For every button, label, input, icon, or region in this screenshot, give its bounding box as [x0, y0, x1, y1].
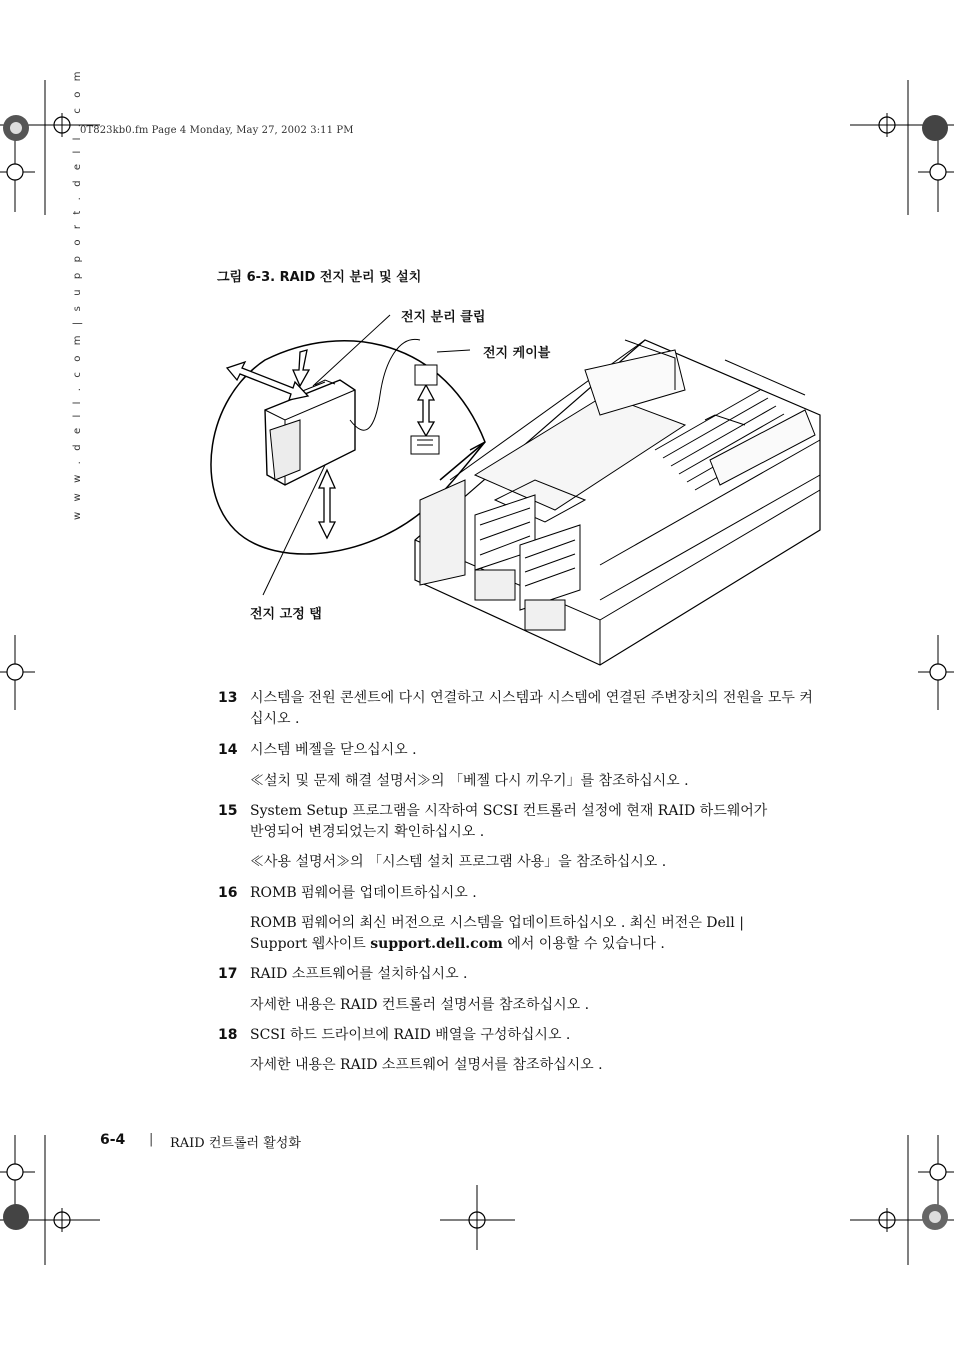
step-subtext: 자세한 내용은 RAID 컨트롤러 설명서를 참조하십시오 .: [250, 997, 590, 1013]
file-info-header: 0T823kb0.fm Page 4 Monday, May 27, 2002 3:11 PM: [80, 125, 354, 136]
label-battery-cable: 전지 케이블: [483, 346, 551, 361]
footer-section-title: RAID 컨트롤러 활성화: [170, 1136, 301, 1151]
step-text: 시스템을 전원 콘센트에 다시 연결하고 시스템과 시스템에 연결된 주변장치의 전원을 모두 켜십시오 .: [250, 690, 813, 727]
step-text: System Setup 프로그램을 시작하여 SCSI 컨트롤러 설정에 현재 RAID 하드웨어가 반영되어 변경되었는지 확인하십시오 .: [250, 803, 768, 840]
step-number: 15: [218, 803, 238, 819]
support-link[interactable]: support.dell.com: [370, 936, 503, 952]
step-number: 16: [218, 885, 238, 901]
step-number: 13: [218, 690, 238, 706]
step-subtext: ≪설치 및 문제 해결 설명서≫의 「베젤 다시 끼우기」를 참조하십시오 .: [250, 773, 689, 789]
server-chassis: [415, 340, 820, 665]
step-number: 18: [218, 1027, 238, 1043]
step-number: 14: [218, 742, 238, 758]
step-text: ROMB 펌웨어를 업데이트하십시오 .: [250, 885, 477, 901]
step-subtext-a: ROMB 펌웨어의 최신 버전으로 시스템을 업데이트하십시오 . 최신 버전은 Dell | Support 웹사이트: [250, 915, 744, 952]
step-subtext: 자세한 내용은 RAID 소프트웨어 설명서를 참조하십시오 .: [250, 1057, 603, 1073]
step-text: RAID 소프트웨어를 설치하십시오 .: [250, 966, 468, 982]
step-subtext: ≪사용 설명서≫의 「시스템 설치 프로그램 사용」을 참조하십시오 .: [250, 854, 667, 870]
label-retention-tab: 전지 고정 탭: [250, 607, 322, 622]
footer-separator: |: [149, 1132, 154, 1147]
figure-title: 그림 6-3. RAID 전지 분리 및 설치: [217, 270, 422, 285]
step-subtext: [250, 913, 795, 955]
label-release-clip: 전지 분리 클립: [401, 310, 486, 325]
page-number: 6-4: [100, 1132, 126, 1148]
side-url: w w w . d e l l . c o m | s u p p o r t . d e l l . c o m: [72, 67, 83, 520]
step-text: 시스템 베젤을 닫으십시오 .: [250, 742, 417, 758]
step-number: 17: [218, 966, 238, 982]
step-text: SCSI 하드 드라이브에 RAID 배열을 구성하십시오 .: [250, 1027, 571, 1043]
step-subtext-b: 에서 이용할 수 있습니다 .: [507, 936, 665, 952]
